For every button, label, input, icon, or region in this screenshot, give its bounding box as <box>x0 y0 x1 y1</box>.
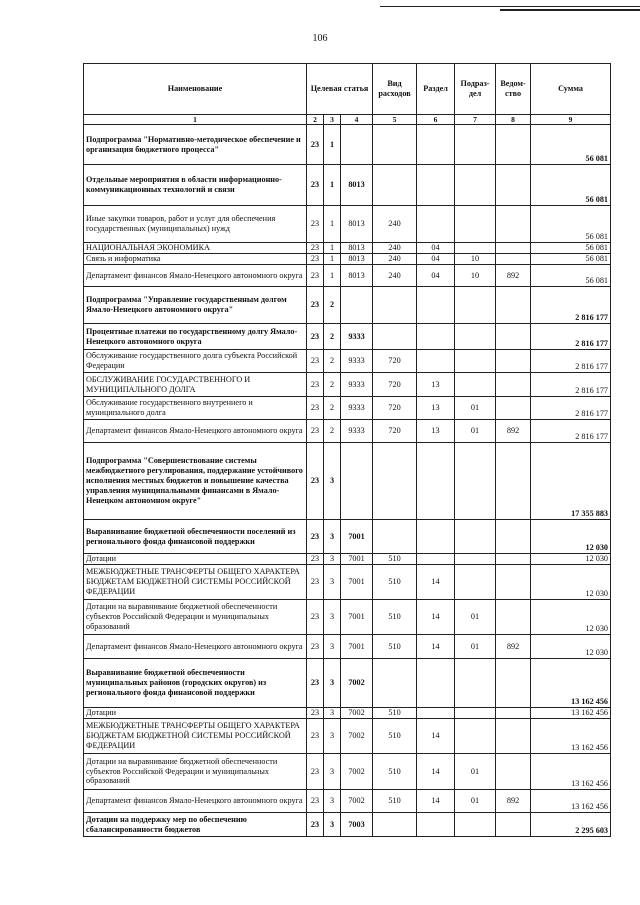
row-name: Подпрограмма "Нормативно-методическое обеспечение и организация бюджетного процесса" <box>84 125 307 165</box>
expense-type: 510 <box>373 708 417 719</box>
expense-type <box>373 125 417 165</box>
target-subprogram: 1 <box>324 254 341 265</box>
subsection-code <box>455 324 496 350</box>
table-row <box>84 265 611 287</box>
table-row <box>84 443 611 520</box>
budget-table <box>83 63 611 837</box>
table-row <box>84 719 611 754</box>
target-program: 23 <box>307 635 324 659</box>
target-code: 8013 <box>341 243 373 254</box>
department-code <box>496 600 531 635</box>
department-code <box>496 554 531 565</box>
col-header-target: Целевая статья <box>307 64 373 115</box>
table-row <box>84 708 611 719</box>
target-subprogram: 2 <box>324 287 341 324</box>
department-code <box>496 719 531 754</box>
section-code: 14 <box>417 565 455 600</box>
target-program: 23 <box>307 165 324 206</box>
target-subprogram: 1 <box>324 206 341 243</box>
target-code: 7002 <box>341 659 373 708</box>
target-subprogram: 3 <box>324 719 341 754</box>
target-subprogram: 3 <box>324 520 341 554</box>
col-number: 2 <box>307 115 324 125</box>
expense-type: 510 <box>373 754 417 790</box>
subsection-code: 01 <box>455 754 496 790</box>
department-code <box>496 165 531 206</box>
subsection-code <box>455 708 496 719</box>
row-name: Обслуживание государственного внутреннего и муниципального долга <box>84 397 307 420</box>
expense-type: 510 <box>373 565 417 600</box>
expense-type: 240 <box>373 254 417 265</box>
table-row <box>84 813 611 837</box>
subsection-code: 01 <box>455 397 496 420</box>
target-subprogram: 2 <box>324 397 341 420</box>
section-code: 04 <box>417 243 455 254</box>
subsection-code <box>455 659 496 708</box>
expense-type <box>373 324 417 350</box>
section-code <box>417 443 455 520</box>
department-code: 892 <box>496 265 531 287</box>
subsection-code <box>455 373 496 397</box>
expense-type <box>373 443 417 520</box>
target-program: 23 <box>307 565 324 600</box>
expense-type: 720 <box>373 373 417 397</box>
target-code: 7003 <box>341 813 373 837</box>
department-code <box>496 565 531 600</box>
col-number: 9 <box>531 115 611 125</box>
col-number: 3 <box>324 115 341 125</box>
row-name: Отдельные мероприятия в области информационно-коммуникационных технологий и связи <box>84 165 307 206</box>
target-program: 23 <box>307 790 324 813</box>
row-sum: 12 030 <box>531 635 611 659</box>
target-subprogram: 1 <box>324 165 341 206</box>
target-subprogram: 3 <box>324 443 341 520</box>
row-name: Дотации на выравнивание бюджетной обеспеченности субъектов Российской Федерации и муниципальных образований <box>84 754 307 790</box>
col-number: 5 <box>373 115 417 125</box>
target-subprogram: 1 <box>324 243 341 254</box>
table-row <box>84 243 611 254</box>
section-code: 13 <box>417 420 455 443</box>
row-sum: 2 816 177 <box>531 397 611 420</box>
target-code: 9333 <box>341 397 373 420</box>
target-code: 7002 <box>341 790 373 813</box>
row-name: Дотации <box>84 554 307 565</box>
table-row <box>84 373 611 397</box>
department-code <box>496 350 531 373</box>
department-code <box>496 754 531 790</box>
table-row <box>84 206 611 243</box>
expense-type: 720 <box>373 350 417 373</box>
department-code <box>496 443 531 520</box>
section-code: 14 <box>417 600 455 635</box>
department-code <box>496 243 531 254</box>
target-subprogram: 3 <box>324 659 341 708</box>
row-sum: 13 162 456 <box>531 719 611 754</box>
section-code: 14 <box>417 719 455 754</box>
table-row <box>84 790 611 813</box>
section-code <box>417 324 455 350</box>
target-program: 23 <box>307 420 324 443</box>
subsection-code <box>455 813 496 837</box>
target-program: 23 <box>307 443 324 520</box>
department-code <box>496 206 531 243</box>
table-row <box>84 125 611 165</box>
target-code: 7002 <box>341 708 373 719</box>
target-subprogram: 3 <box>324 554 341 565</box>
target-subprogram: 2 <box>324 420 341 443</box>
table-row <box>84 165 611 206</box>
target-code: 7002 <box>341 719 373 754</box>
expense-type <box>373 520 417 554</box>
target-code <box>341 287 373 324</box>
target-code <box>341 125 373 165</box>
target-subprogram: 3 <box>324 813 341 837</box>
target-code: 7002 <box>341 754 373 790</box>
target-code: 8013 <box>341 206 373 243</box>
table-row <box>84 600 611 635</box>
row-name: Процентные платежи по государственному долгу Ямало-Ненецкого автономного округа <box>84 324 307 350</box>
target-program: 23 <box>307 600 324 635</box>
department-code <box>496 125 531 165</box>
row-name: МЕЖБЮДЖЕТНЫЕ ТРАНСФЕРТЫ ОБЩЕГО ХАРАКТЕРА БЮДЖЕТАМ БЮДЖЕТНОЙ СИСТЕМЫ РОССИЙСКОЙ ФЕДЕРАЦИИ <box>84 565 307 600</box>
row-sum: 2 816 177 <box>531 324 611 350</box>
section-code <box>417 350 455 373</box>
row-name: Выравнивание бюджетной обеспеченности поселений из регионального фонда финансовой поддержки <box>84 520 307 554</box>
target-program: 23 <box>307 350 324 373</box>
target-code: 9333 <box>341 350 373 373</box>
col-number: 8 <box>496 115 531 125</box>
subsection-code: 01 <box>455 790 496 813</box>
target-code: 7001 <box>341 554 373 565</box>
section-code <box>417 125 455 165</box>
column-number-row <box>84 115 611 125</box>
table-row <box>84 324 611 350</box>
expense-type: 510 <box>373 790 417 813</box>
target-code: 9333 <box>341 420 373 443</box>
table-row <box>84 754 611 790</box>
target-program: 23 <box>307 287 324 324</box>
row-sum: 56 081 <box>531 125 611 165</box>
department-code <box>496 373 531 397</box>
target-subprogram: 3 <box>324 790 341 813</box>
target-subprogram: 3 <box>324 708 341 719</box>
department-code <box>496 287 531 324</box>
row-name: Связь и информатика <box>84 254 307 265</box>
table-row <box>84 254 611 265</box>
target-program: 23 <box>307 659 324 708</box>
expense-type: 240 <box>373 206 417 243</box>
target-code: 8013 <box>341 254 373 265</box>
section-code: 14 <box>417 754 455 790</box>
section-code: 04 <box>417 254 455 265</box>
subsection-code <box>455 350 496 373</box>
target-program: 23 <box>307 520 324 554</box>
target-program: 23 <box>307 265 324 287</box>
target-subprogram: 3 <box>324 754 341 790</box>
table-row <box>84 520 611 554</box>
target-subprogram: 1 <box>324 125 341 165</box>
row-name: Дотации на поддержку мер по обеспечению сбалансированности бюджетов <box>84 813 307 837</box>
row-sum: 56 081 <box>531 243 611 254</box>
header-rule <box>380 6 640 7</box>
col-number: 4 <box>341 115 373 125</box>
expense-type: 240 <box>373 265 417 287</box>
subsection-code <box>455 287 496 324</box>
col-header-sum: Сумма <box>531 64 611 115</box>
target-code: 7001 <box>341 565 373 600</box>
row-sum: 56 081 <box>531 206 611 243</box>
col-number: 6 <box>417 115 455 125</box>
target-program: 23 <box>307 373 324 397</box>
row-name: Дотации <box>84 708 307 719</box>
expense-type <box>373 165 417 206</box>
department-code <box>496 324 531 350</box>
row-sum: 2 816 177 <box>531 287 611 324</box>
target-subprogram: 3 <box>324 565 341 600</box>
expense-type: 510 <box>373 635 417 659</box>
col-header-type: Вид расходов <box>373 64 417 115</box>
row-sum: 2 816 177 <box>531 350 611 373</box>
target-code: 7001 <box>341 635 373 659</box>
row-sum: 56 081 <box>531 165 611 206</box>
subsection-code <box>455 719 496 754</box>
target-program: 23 <box>307 254 324 265</box>
target-program: 23 <box>307 206 324 243</box>
col-header-name: Наименование <box>84 64 307 115</box>
target-code: 9333 <box>341 373 373 397</box>
subsection-code <box>455 565 496 600</box>
target-subprogram: 2 <box>324 350 341 373</box>
target-program: 23 <box>307 754 324 790</box>
department-code <box>496 813 531 837</box>
target-program: 23 <box>307 125 324 165</box>
target-subprogram: 3 <box>324 635 341 659</box>
row-sum: 2 295 603 <box>531 813 611 837</box>
target-subprogram: 2 <box>324 373 341 397</box>
expense-type <box>373 659 417 708</box>
expense-type <box>373 813 417 837</box>
col-number: 7 <box>455 115 496 125</box>
subsection-code <box>455 165 496 206</box>
page-number: 106 <box>312 33 328 44</box>
subsection-code: 10 <box>455 254 496 265</box>
col-number: 1 <box>84 115 307 125</box>
section-code: 13 <box>417 397 455 420</box>
expense-type <box>373 287 417 324</box>
target-subprogram: 1 <box>324 265 341 287</box>
section-code <box>417 659 455 708</box>
subsection-code <box>455 443 496 520</box>
department-code <box>496 708 531 719</box>
row-name: Департамент финансов Ямало-Ненецкого автономного округа <box>84 790 307 813</box>
col-header-subsection: Подраз-дел <box>455 64 496 115</box>
department-code <box>496 659 531 708</box>
row-name: Подпрограмма "Совершенствование системы межбюджетного регулирования, поддержание устойчивого исполнения местных бюджетов и повышение качества управления муниципальными финансами в Ямало-Ненецком автономном округе" <box>84 443 307 520</box>
subsection-code: 01 <box>455 600 496 635</box>
expense-type: 510 <box>373 600 417 635</box>
section-code <box>417 287 455 324</box>
table-row <box>84 635 611 659</box>
section-code <box>417 206 455 243</box>
row-sum: 2 816 177 <box>531 373 611 397</box>
target-code: 7001 <box>341 600 373 635</box>
row-sum: 12 030 <box>531 554 611 565</box>
row-sum: 12 030 <box>531 600 611 635</box>
target-program: 23 <box>307 554 324 565</box>
expense-type: 510 <box>373 719 417 754</box>
section-code <box>417 520 455 554</box>
row-name: ОБСЛУЖИВАНИЕ ГОСУДАРСТВЕННОГО И МУНИЦИПАЛЬНОГО ДОЛГА <box>84 373 307 397</box>
row-sum: 13 162 456 <box>531 754 611 790</box>
table-row <box>84 350 611 373</box>
table-row <box>84 287 611 324</box>
target-program: 23 <box>307 243 324 254</box>
subsection-code <box>455 206 496 243</box>
target-subprogram: 2 <box>324 324 341 350</box>
section-code <box>417 554 455 565</box>
department-code <box>496 254 531 265</box>
subsection-code: 01 <box>455 420 496 443</box>
row-sum: 17 355 883 <box>531 443 611 520</box>
row-sum: 12 030 <box>531 520 611 554</box>
section-code: 04 <box>417 265 455 287</box>
section-code: 13 <box>417 373 455 397</box>
row-name: Дотации на выравнивание бюджетной обеспеченности субъектов Российской Федерации и муниципальных образований <box>84 600 307 635</box>
row-name: Выравнивание бюджетной обеспеченности муниципальных районов (городских округов) из регионального фонда финансовой поддержки <box>84 659 307 708</box>
expense-type: 720 <box>373 420 417 443</box>
department-code: 892 <box>496 635 531 659</box>
table-row <box>84 420 611 443</box>
target-code: 8013 <box>341 165 373 206</box>
row-name: Подпрограмма "Управление государственным долгом Ямало-Ненецкого автономного округа" <box>84 287 307 324</box>
row-sum: 56 081 <box>531 254 611 265</box>
target-program: 23 <box>307 813 324 837</box>
subsection-code: 01 <box>455 635 496 659</box>
target-program: 23 <box>307 397 324 420</box>
target-program: 23 <box>307 324 324 350</box>
target-program: 23 <box>307 708 324 719</box>
expense-type: 240 <box>373 243 417 254</box>
subsection-code <box>455 243 496 254</box>
header-row <box>84 64 611 115</box>
department-code <box>496 397 531 420</box>
row-sum: 2 816 177 <box>531 420 611 443</box>
table-row <box>84 565 611 600</box>
row-sum: 13 162 456 <box>531 790 611 813</box>
section-code <box>417 165 455 206</box>
row-name: НАЦИОНАЛЬНАЯ ЭКОНОМИКА <box>84 243 307 254</box>
subsection-code: 10 <box>455 265 496 287</box>
section-code: 14 <box>417 790 455 813</box>
target-code: 9333 <box>341 324 373 350</box>
header-rule-thick <box>500 9 640 11</box>
department-code: 892 <box>496 790 531 813</box>
row-sum: 13 162 456 <box>531 659 611 708</box>
row-name: Департамент финансов Ямало-Ненецкого автономного округа <box>84 265 307 287</box>
row-name: МЕЖБЮДЖЕТНЫЕ ТРАНСФЕРТЫ ОБЩЕГО ХАРАКТЕРА БЮДЖЕТАМ БЮДЖЕТНОЙ СИСТЕМЫ РОССИЙСКОЙ ФЕДЕРАЦИИ <box>84 719 307 754</box>
table-row <box>84 554 611 565</box>
department-code <box>496 520 531 554</box>
row-sum: 56 081 <box>531 265 611 287</box>
row-name: Департамент финансов Ямало-Ненецкого автономного округа <box>84 420 307 443</box>
target-code <box>341 443 373 520</box>
row-name: Иные закупки товаров, работ и услуг для обеспечения государственных (муниципальных) нужд <box>84 206 307 243</box>
expense-type: 720 <box>373 397 417 420</box>
subsection-code <box>455 520 496 554</box>
subsection-code <box>455 125 496 165</box>
col-header-dept: Ведом-ство <box>496 64 531 115</box>
col-header-section: Раздел <box>417 64 455 115</box>
target-code: 8013 <box>341 265 373 287</box>
table-row <box>84 659 611 708</box>
subsection-code <box>455 554 496 565</box>
section-code <box>417 813 455 837</box>
section-code: 14 <box>417 635 455 659</box>
row-name: Департамент финансов Ямало-Ненецкого автономного округа <box>84 635 307 659</box>
row-sum: 13 162 456 <box>531 708 611 719</box>
table-body <box>84 125 611 837</box>
target-code: 7001 <box>341 520 373 554</box>
row-name: Обслуживание государственного долга субъекта Российской Федерации <box>84 350 307 373</box>
row-sum: 12 030 <box>531 565 611 600</box>
section-code <box>417 708 455 719</box>
target-subprogram: 3 <box>324 600 341 635</box>
department-code: 892 <box>496 420 531 443</box>
table-row <box>84 397 611 420</box>
target-program: 23 <box>307 719 324 754</box>
expense-type: 510 <box>373 554 417 565</box>
